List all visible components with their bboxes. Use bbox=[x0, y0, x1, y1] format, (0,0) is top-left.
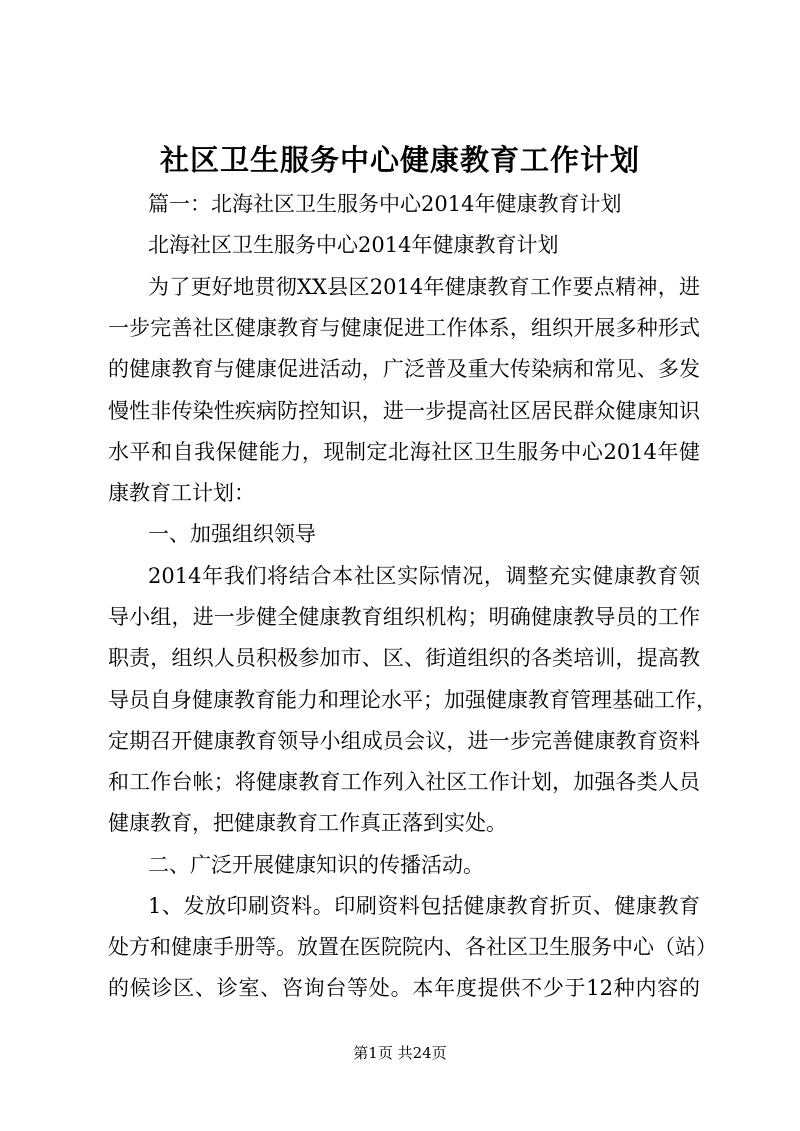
paragraph-line: 康教育工计划： bbox=[108, 481, 255, 505]
paragraph-line: 水平和自我保健能力，现制定北海社区卫生服务中心2014年健 bbox=[108, 440, 700, 464]
document-title: 社区卫生服务中心健康教育工作计划 bbox=[159, 143, 640, 177]
paragraph-line: 职责，组织人员积极参加市、区、街道组织的各类培训，提高教 bbox=[108, 646, 700, 670]
paragraph-line: 定期召开健康教育领导小组成员会议，进一步完善健康教育资料 bbox=[108, 729, 700, 753]
page-number-footer: 第1页 共24页 bbox=[353, 1044, 447, 1062]
paragraph-line: 健康教育，把健康教育工作真正落到实处。 bbox=[108, 811, 507, 835]
paragraph-line: 导小组，进一步健全健康教育组织机构；明确健康教导员的工作 bbox=[108, 605, 700, 629]
paragraph-line: 为了更好地贯彻XX县区2014年健康教育工作要点精神，进 bbox=[148, 275, 700, 299]
subheading-article-one: 篇一：北海社区卫生服务中心2014年健康教育计划 bbox=[148, 192, 622, 216]
paragraph-line: 处方和健康手册等。放置在医院院内、各社区卫生服务中心（站） bbox=[108, 935, 717, 959]
paragraph-line: 2014年我们将结合本社区实际情况，调整充实健康教育领 bbox=[148, 564, 700, 588]
paragraph-line: 慢性非传染性疾病防控知识，进一步提高社区居民群众健康知识 bbox=[108, 399, 700, 423]
paragraph-line: 1、发放印刷资料。印刷资料包括健康教育折页、健康教育 bbox=[148, 894, 700, 918]
section-heading-two: 二、广泛开展健康知识的传播活动。 bbox=[148, 853, 484, 877]
section-heading-one: 一、加强组织领导 bbox=[148, 522, 316, 546]
paragraph-line: 的健康教育与健康促进活动，广泛普及重大传染病和常见、多发 bbox=[108, 357, 700, 381]
paragraph-line: 一步完善社区健康教育与健康促进工作体系，组织开展多种形式 bbox=[108, 316, 700, 340]
paragraph-line: 和工作台帐；将健康教育工作列入社区工作计划，加强各类人员 bbox=[108, 770, 700, 794]
paragraph-line: 导员自身健康教育能力和理论水平；加强健康教育管理基础工作， bbox=[108, 688, 717, 712]
subheading-plan-title: 北海社区卫生服务中心2014年健康教育计划 bbox=[148, 233, 559, 257]
paragraph-line: 的候诊区、诊室、咨询台等处。本年度提供不少于12种内容的 bbox=[108, 976, 700, 1000]
